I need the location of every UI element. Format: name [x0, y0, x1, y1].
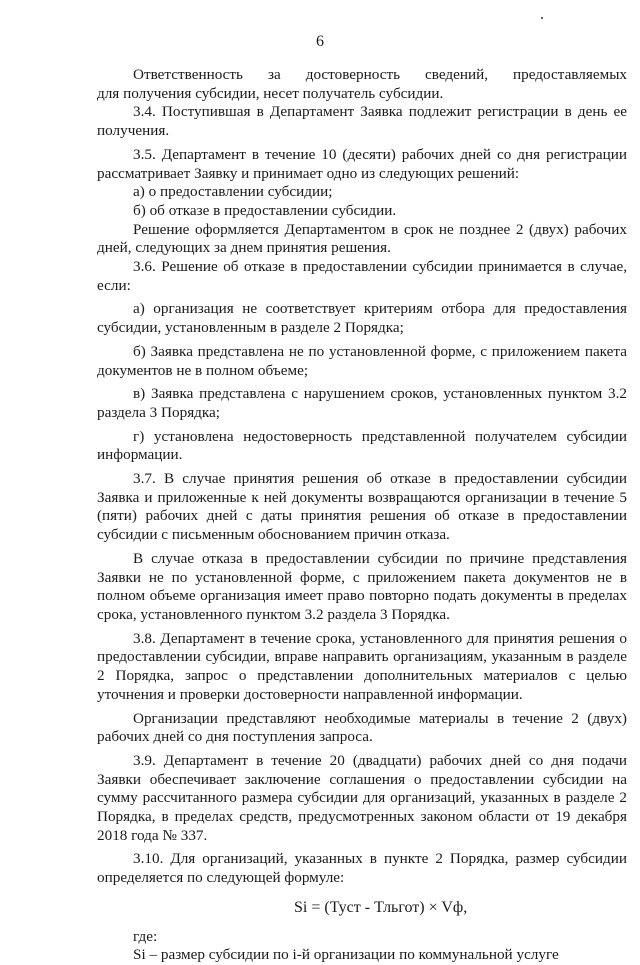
list-item-a2: а) организация не соответствует критериям отбора для предоставления субсидии, установленным в разделе 2 Порядка;	[97, 300, 627, 337]
list-item-b2: б) Заявка представлена не по установленной форме, с приложением пакета документов не в полном объеме;	[97, 342, 627, 379]
list-item-v: в) Заявка представлена с нарушением сроков, установленных пунктом 3.2 раздела 3 Порядка;	[97, 385, 627, 421]
formula: Si = (Туст - Тльгот) × Vф,	[294, 898, 468, 916]
document-body	[97, 66, 627, 965]
definition-si: Si – размер субсидии по i-й организации по коммунальной услуге	[133, 946, 559, 964]
list-item-g: г) установлена недостоверность представленной получателем субсидии информации.	[97, 427, 627, 464]
paragraph-refusal: В случае отказа в предоставлении субсидии по причине представления Заявки не по установленной форме, с приложением пакета документов не в полном объеме организация имеет право повторно подать документы в пределах срока, установленного пунктом 3.2 раздела 3 Порядка.	[97, 549, 627, 623]
paragraph-3-8: 3.8. Департамент в течение срока, установленного для принятия решения о предоставлении субсидии, вправе направить организациям, указанным в разделе 2 Порядка, запрос о представлении дополнительных материалов с целью уточнения и проверки достоверности направленной информации.	[97, 629, 627, 703]
list-item-a: а) о предоставлении субсидии;	[133, 183, 333, 201]
paragraph-responsibility-l2: для получения субсидии, несет получатель субсидии.	[97, 84, 444, 102]
paragraph-3-5: 3.5. Департамент в течение 10 (десяти) рабочих дней со дня регистрации рассматривает Заявку и принимает одно из следующих решений:	[97, 145, 627, 182]
where-label: где:	[133, 927, 158, 945]
paragraph-responsibility-l1: Ответственность за достоверность сведений, предоставляемых	[133, 66, 627, 83]
paragraph-materials: Организации представляют необходимые материалы в течение 2 (двух) рабочих дней со дня поступления запроса.	[97, 709, 627, 746]
paragraph-3-6: 3.6. Решение об отказе в предоставлении субсидии принимается в случае, если:	[97, 258, 627, 294]
paragraph-decision: Решение оформляется Департаментом в срок не позднее 2 (двух) рабочих дней, следующих за днем принятия решения.	[97, 220, 627, 257]
list-item-b: б) об отказе в предоставлении субсидии.	[133, 201, 397, 219]
paragraph-3-9: 3.9. Департамент в течение 20 (двадцати) рабочих дней со дня подачи Заявки обеспечивает заключение соглашения о предоставлении субсидии на сумму рассчитанного размера субсидии для организаций, указанных в разделе 2 Порядка, в пределах средств, предусмотренных законом области от 19 декабря 2018 года № 337.	[97, 751, 627, 844]
scan-speck	[541, 17, 543, 19]
page-number: 6	[316, 33, 324, 50]
paragraph-3-7: 3.7. В случае принятия решения об отказе в предоставлении субсидии Заявка и приложенные к ней документы возвращаются организации в течение 5 (пяти) рабочих дней с даты принятия решения об отказе в предоставлении субсидии с письменным обоснованием причин отказа.	[97, 470, 627, 544]
paragraph-3-10: 3.10. Для организаций, указанных в пункте 2 Порядка, размер субсидии определяется по следующей формуле:	[97, 850, 627, 887]
paragraph-3-4: 3.4. Поступившая в Департамент Заявка подлежит регистрации в день ее получения.	[97, 103, 627, 140]
